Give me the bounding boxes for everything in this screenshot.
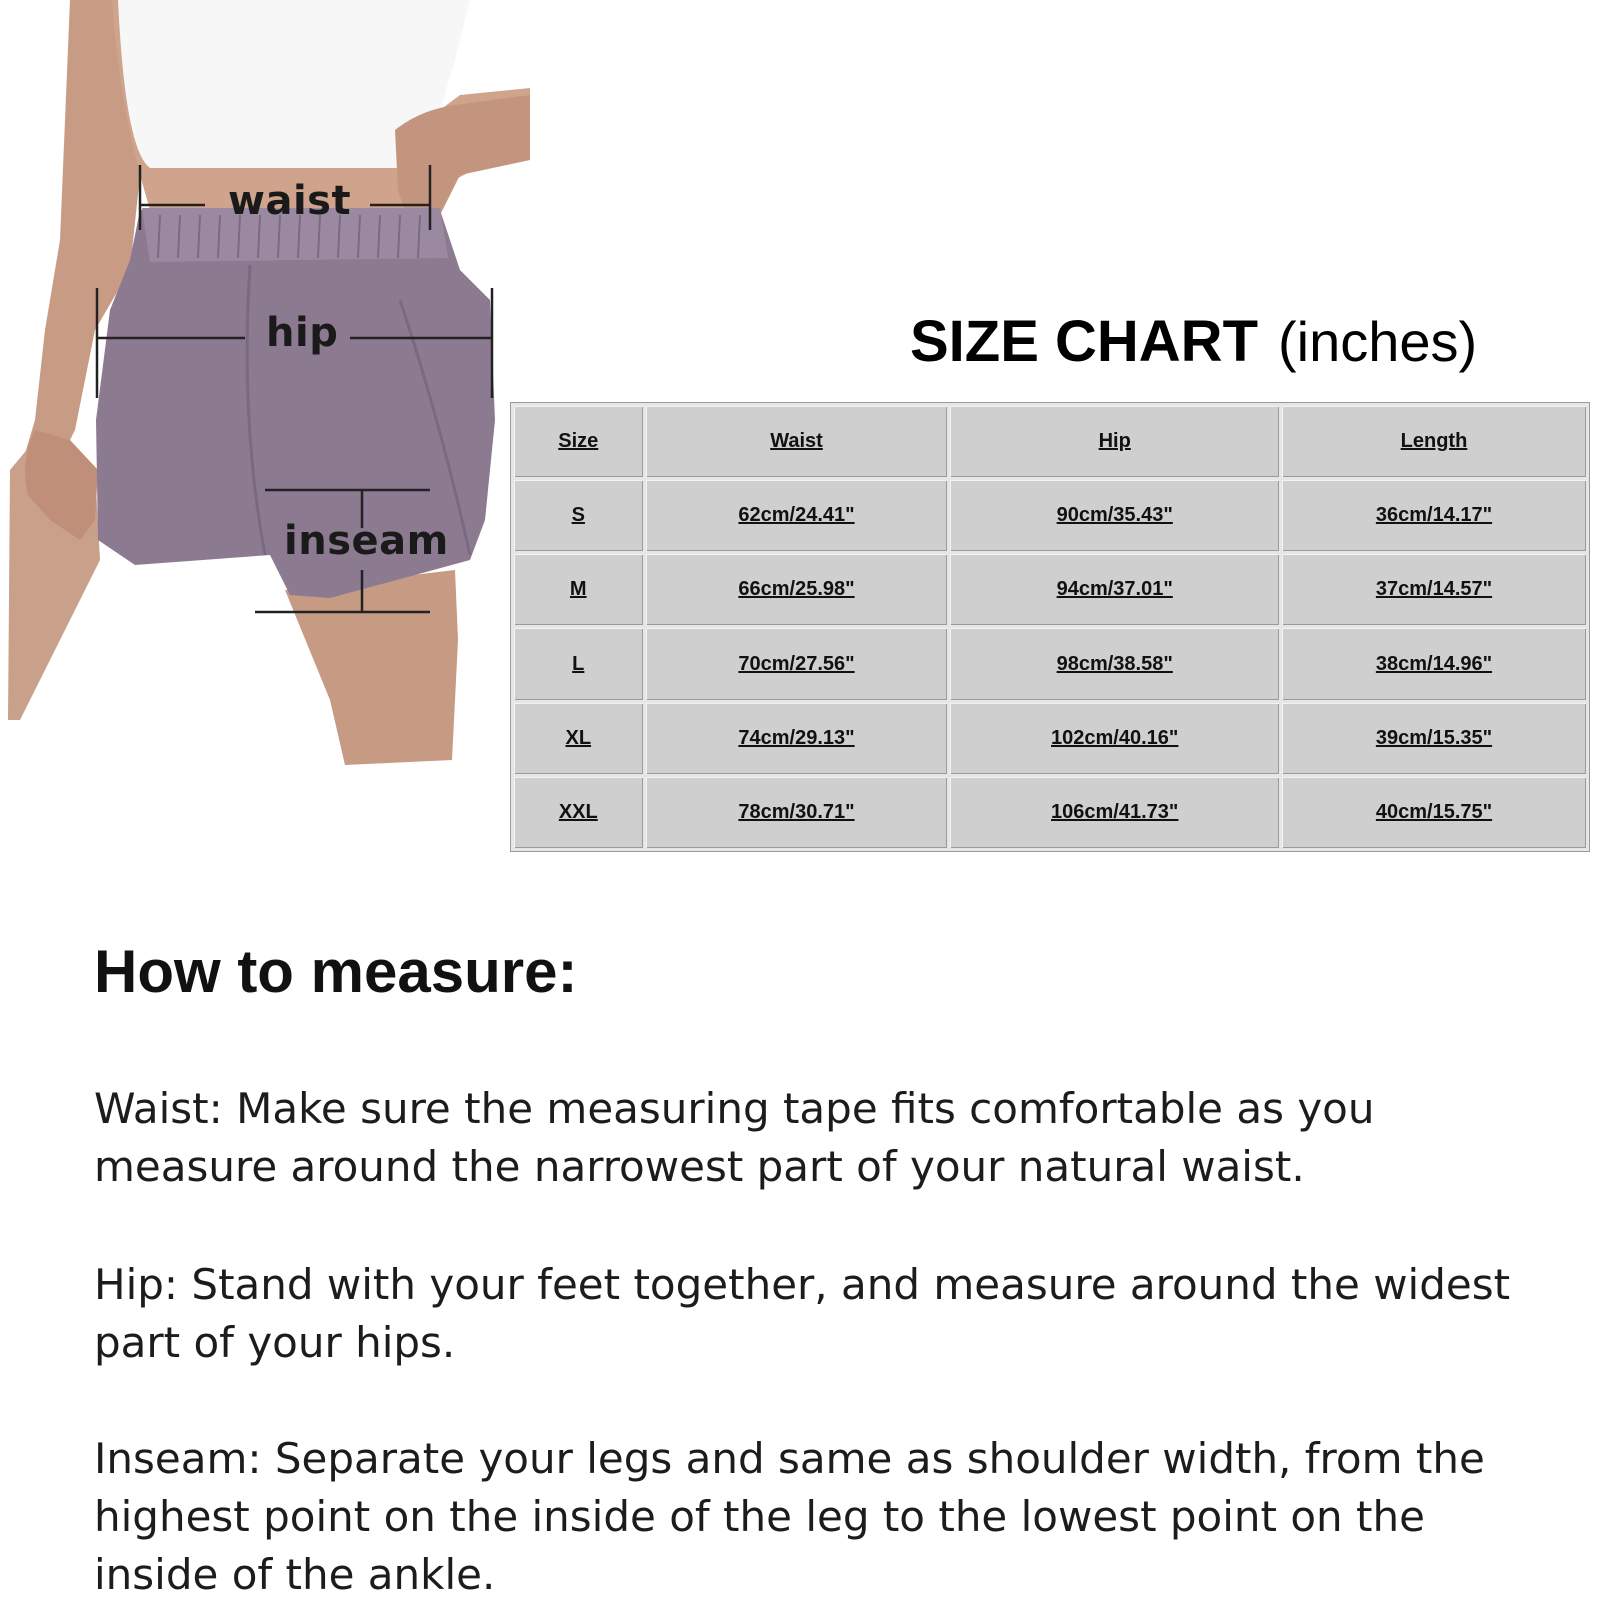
size-cell: M <box>514 554 643 625</box>
inseam-instruction: Inseam: Separate your legs and same as shoulder width, from the highest point on the inside of the leg to the lowest point on the inside of the ankle. <box>94 1434 1485 1599</box>
table-header-row <box>514 406 1586 477</box>
header-size: Size <box>514 406 643 477</box>
length-cell: 38cm/14.96" <box>1282 628 1586 699</box>
how-to-measure-title: How to measure: <box>94 938 578 1005</box>
hip-instruction: Hip: Stand with your feet together, and measure around the widest part of your hips. <box>94 1260 1511 1367</box>
header-hip: Hip <box>950 406 1278 477</box>
waist-cell: 74cm/29.13" <box>646 703 948 774</box>
shorts-illustration <box>0 0 530 770</box>
hip-cell: 94cm/37.01" <box>950 554 1278 625</box>
length-cell: 39cm/15.35" <box>1282 703 1586 774</box>
size-cell: XL <box>514 703 643 774</box>
size-cell: XXL <box>514 777 643 848</box>
size-chart-heading: SIZE CHART <box>910 309 1258 374</box>
length-cell: 40cm/15.75" <box>1282 777 1586 848</box>
size-cell: L <box>514 628 643 699</box>
size-chart-unit: (inches) <box>1278 310 1478 373</box>
size-chart-table <box>510 402 1590 852</box>
hip-cell: 98cm/38.58" <box>950 628 1278 699</box>
waist-cell: 78cm/30.71" <box>646 777 948 848</box>
table-row <box>514 703 1586 774</box>
hip-label: hip <box>266 310 339 356</box>
size-chart-title <box>910 308 1477 375</box>
inseam-label: inseam <box>284 518 449 564</box>
waist-cell: 66cm/25.98" <box>646 554 948 625</box>
hip-cell: 102cm/40.16" <box>950 703 1278 774</box>
waist-label: waist <box>228 178 352 224</box>
length-cell: 36cm/14.17" <box>1282 480 1586 551</box>
table-row <box>514 554 1586 625</box>
table-row <box>514 480 1586 551</box>
product-measurement-diagram <box>0 0 530 770</box>
hip-cell: 106cm/41.73" <box>950 777 1278 848</box>
header-length: Length <box>1282 406 1586 477</box>
size-cell: S <box>514 480 643 551</box>
table-row <box>514 628 1586 699</box>
hip-cell: 90cm/35.43" <box>950 480 1278 551</box>
header-waist: Waist <box>646 406 948 477</box>
waist-instruction: Waist: Make sure the measuring tape fits comfortable as you measure around the narrowest part of your natural waist. <box>94 1084 1375 1191</box>
waist-cell: 70cm/27.56" <box>646 628 948 699</box>
length-cell: 37cm/14.57" <box>1282 554 1586 625</box>
waist-cell: 62cm/24.41" <box>646 480 948 551</box>
table-row <box>514 777 1586 848</box>
